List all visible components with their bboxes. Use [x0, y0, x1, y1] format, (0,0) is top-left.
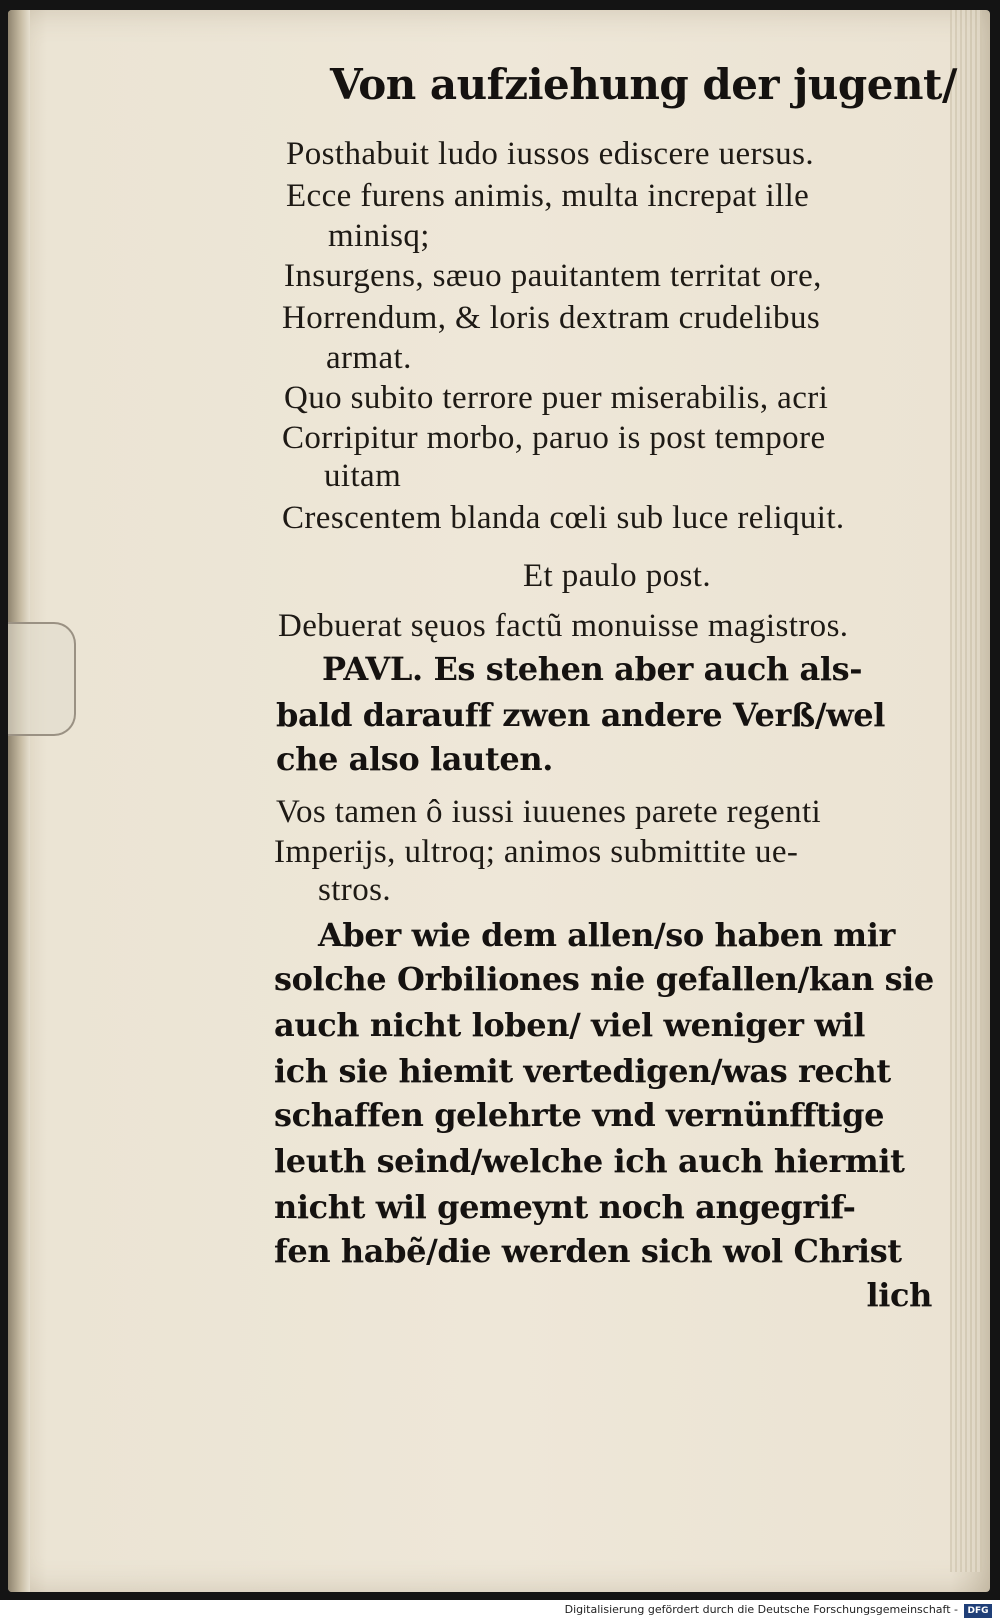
text-line: stros.: [318, 872, 391, 908]
text-line: uitam: [324, 458, 402, 494]
text-line: nicht wil gemeynt noch angegrif-: [274, 1188, 856, 1226]
dfg-logo-icon: DFG: [964, 1604, 992, 1618]
text-line: Ecce furens animis, multa increpat ille: [286, 178, 810, 214]
text-line: armat.: [326, 340, 412, 376]
text-line: Quo subito terrore puer miserabilis, acri: [284, 380, 829, 416]
funding-credit: Digitalisierung gefördert durch die Deutsche Forschungsgemeinschaft -: [564, 1603, 958, 1616]
text-line: Insurgens, sæuo pauitantem territat ore,: [284, 258, 822, 294]
page-clip: [8, 622, 76, 736]
text-line: Debuerat sęuos factũ monuisse magistros.: [278, 608, 849, 644]
text-line: Horrendum, & loris dextram crudelibus: [282, 300, 821, 336]
footer-bar: [0, 1600, 1000, 1623]
text-line: Aber wie dem allen/so haben mir: [318, 916, 895, 954]
text-line: Corripitur morbo, paruo is post tempore: [282, 420, 826, 456]
text-line: auch nicht loben/ viel weniger wil: [274, 1006, 866, 1044]
text-line: Et paulo post.: [522, 558, 711, 594]
text-line: Imperijs, ultroq; animos submittite ue-: [274, 834, 799, 870]
text-line: Crescentem blanda cœli sub luce reliquit.: [282, 500, 845, 536]
running-heading: Von aufziehung der jugent/: [330, 60, 957, 109]
text-line: bald darauff zwen andere Verß/wel: [276, 696, 885, 734]
catchword: lich: [866, 1276, 932, 1314]
book-spine: [8, 10, 30, 1592]
text-line: leuth seind/welche ich auch hiermit: [274, 1142, 905, 1180]
text-line: fen habẽ/die werden sich wol Christ: [274, 1232, 902, 1270]
text-line: Posthabuit ludo iussos ediscere uersus.: [286, 136, 814, 172]
page-edge: [950, 10, 982, 1572]
text-line: ich sie hiemit vertedigen/was recht: [274, 1052, 891, 1090]
text-line: che also lauten.: [276, 740, 553, 778]
text-line: Vos tamen ô iussi iuuenes parete regenti: [276, 794, 822, 830]
text-line: PAVL. Es stehen aber auch als-: [322, 650, 863, 688]
text-line: minisq;: [328, 218, 430, 254]
text-line: schaffen gelehrte vnd vernünfftige: [274, 1096, 885, 1134]
text-line: solche Orbiliones nie gefallen/kan sie: [274, 960, 934, 998]
